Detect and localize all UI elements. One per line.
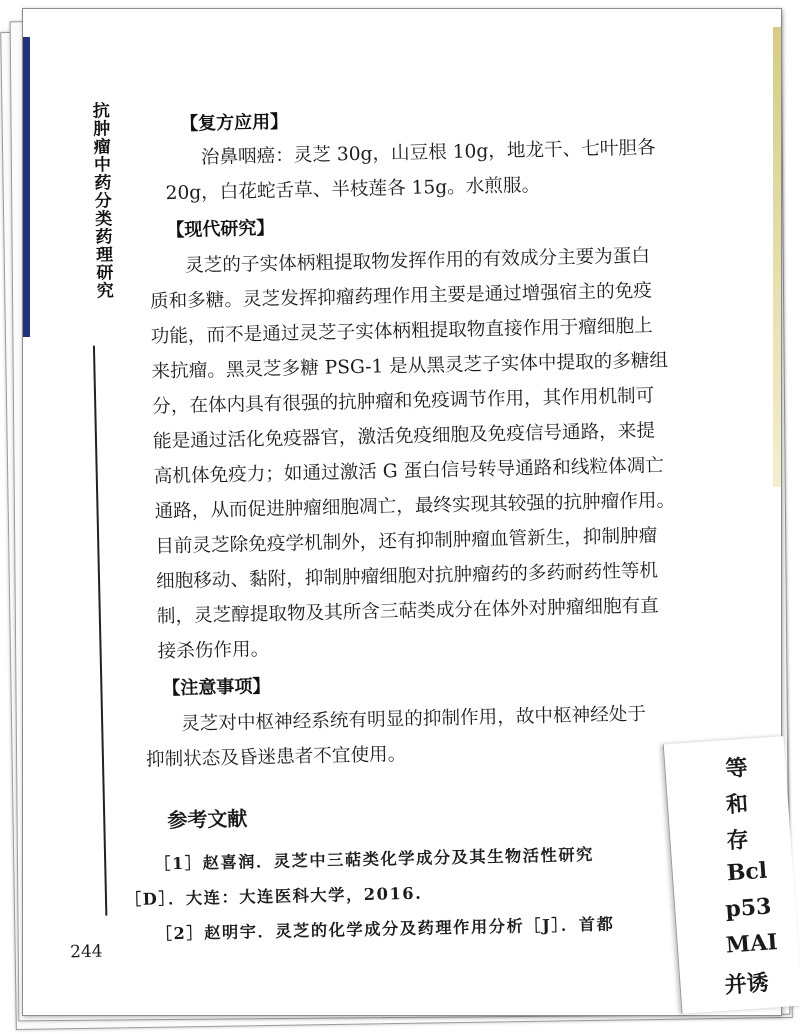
research-line: 细胞移动、黏附，抑制肿瘤细胞对抗肿瘤药的多药耐药性等机 <box>155 560 659 593</box>
page-number: 244 <box>69 941 103 963</box>
research-line: 来抗瘤。黑灵芝多糖 PSG-1 是从黑灵芝子实体中提取的多糖组 <box>151 350 669 383</box>
research-line: 质和多糖。灵芝发挥抑瘤药理作用主要是通过增强宿主的免疫 <box>149 280 653 313</box>
research-line: 制，灵芝醇提取物及其所含三萜类成分在体外对肿瘤细胞有直 <box>156 595 660 628</box>
compound-line: 20g，白花蛇舌草、半枝莲各 15g。水煎服。 <box>165 174 541 205</box>
peek-line: MAI <box>725 929 779 959</box>
reference-line: ［D］．大连：大连医科大学，2016. <box>124 883 423 910</box>
caution-line: 抑制状态及昏迷患者不宜使用。 <box>145 743 407 771</box>
research-line: 高机体免疫力；如通过激活 G 蛋白信号转导通路和线粒体凋亡 <box>153 455 665 488</box>
caution-line: 灵芝对中枢神经系统有明显的抑制作用，故中枢神经处于 <box>180 703 647 735</box>
book-page <box>22 8 782 1016</box>
margin-rule <box>93 346 107 916</box>
research-line: 灵芝的子实体柄粗提取物发挥作用的有效成分主要为蛋白 <box>184 245 651 277</box>
reference-line: ［1］赵喜润．灵芝中三萜类化学成分及其生物活性研究 <box>154 844 595 874</box>
running-title: 抗肿瘤中药分类药理研究 <box>88 101 113 300</box>
references-title: 参考文献 <box>167 806 248 833</box>
peek-line: Bcl <box>725 857 769 887</box>
research-line: 分，在体内具有很强的抗肿瘤和免疫调节作用，其作用机制可 <box>152 385 655 418</box>
compound-heading: 【复方应用】 <box>179 111 289 135</box>
caution-heading: 【注意事项】 <box>162 675 271 700</box>
peek-line: 等 <box>724 754 749 783</box>
peek-line: 并诱 <box>723 969 770 999</box>
research-line: 功能，而不是通过灵芝子实体柄粗提取物直接作用于瘤细胞上 <box>150 315 653 348</box>
peek-line: 存 <box>725 826 750 855</box>
research-line: 通路，从而促进肿瘤细胞凋亡，最终实现其较强的抗肿瘤作用。 <box>154 490 676 523</box>
reference-line: ［2］赵明宇．灵芝的化学成分及药理作用分析［J］．首都 <box>155 914 615 944</box>
research-line: 接杀伤作用。 <box>157 638 270 663</box>
research-line: 目前灵芝除免疫学机制外，还有抑制肿瘤血管新生，抑制肿瘤 <box>155 525 658 558</box>
peek-line: p53 <box>724 893 773 923</box>
compound-line: 治鼻咽癌：灵芝 30g，山豆根 10g，地龙干、七叶胆各 <box>200 137 656 169</box>
page-content <box>22 8 782 1016</box>
peek-line: 和 <box>725 790 749 819</box>
research-line: 能是通过活化免疫器官，激活免疫细胞及免疫信号通路，来提 <box>152 420 656 453</box>
next-page-peek <box>663 736 800 1014</box>
research-heading: 【现代研究】 <box>166 217 275 242</box>
